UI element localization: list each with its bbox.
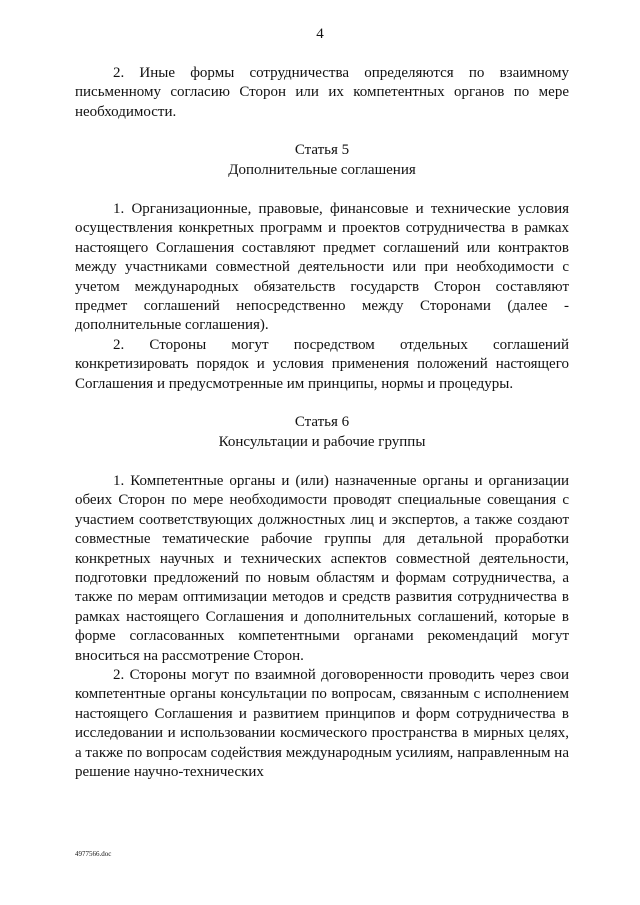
article5-subtitle: Дополнительные соглашения	[228, 161, 416, 178]
footer-file-name: 4977566.doc	[75, 850, 112, 858]
document-body	[75, 64, 569, 782]
paragraph-article5-item1: 1. Организационные, правовые, финансовые и технические условия осуществления конкретных программ и проектов сотрудничества в рамках настоящего Соглашения составляют предмет соглашений или контрактов между участниками совместной деятельности или при необходимости с учетом международных обязательств государств Сторон составляют предмет соглашений непосредственно между Сторонами (далее - дополнительные соглашения).	[75, 201, 569, 334]
paragraph-article6-item2: 2. Стороны могут по взаимной договоренности проводить через свои компетентные органы консультации по вопросам, связанным с исполнением настоящего Соглашения и развитием принципов и форм сотрудничества в исследовании и использовании космического пространства в мирных целях, а также по вопросам содействия международным усилиям, направленным на решение научно-технических	[75, 666, 569, 780]
paragraph-article6-item1: 1. Компетентные органы и (или) назначенные органы и организации обеих Сторон по мере необходимости проводят специальные совещания с участием соответствующих должностных лиц и экспертов, а также создают совместные тематические рабочие группы для детальной проработки конкретных научных и технических аспектов совместной деятельности, подготовки предложений по новым областям и формам сотрудничества, а также по мерам оптимизации методов и средств развития сотрудничества в рамках настоящего Соглашения и дополнительных соглашений, которые в форме согласованных компетентными органами рекомендаций могут вноситься на рассмотрение Сторон.	[75, 472, 569, 664]
article6-subtitle: Консультации и рабочие группы	[218, 433, 426, 450]
paragraph-article5-item2: 2. Стороны могут посредством отдельных соглашений конкретизировать порядок и условия применения положений настоящего Соглашения и предусмотренные им принципы, нормы и процедуры.	[75, 336, 569, 392]
article5-heading	[75, 141, 569, 180]
article6-title: Статья 6	[294, 414, 350, 431]
article6-heading	[75, 413, 569, 452]
article5-title: Статья 5	[294, 142, 350, 159]
page-number: 4	[316, 26, 324, 42]
paragraph-article4-item2: 2. Иные формы сотрудничества определяются по взаимному письменному согласию Сторон или их компетентных органов по мере необходимости.	[75, 65, 569, 120]
